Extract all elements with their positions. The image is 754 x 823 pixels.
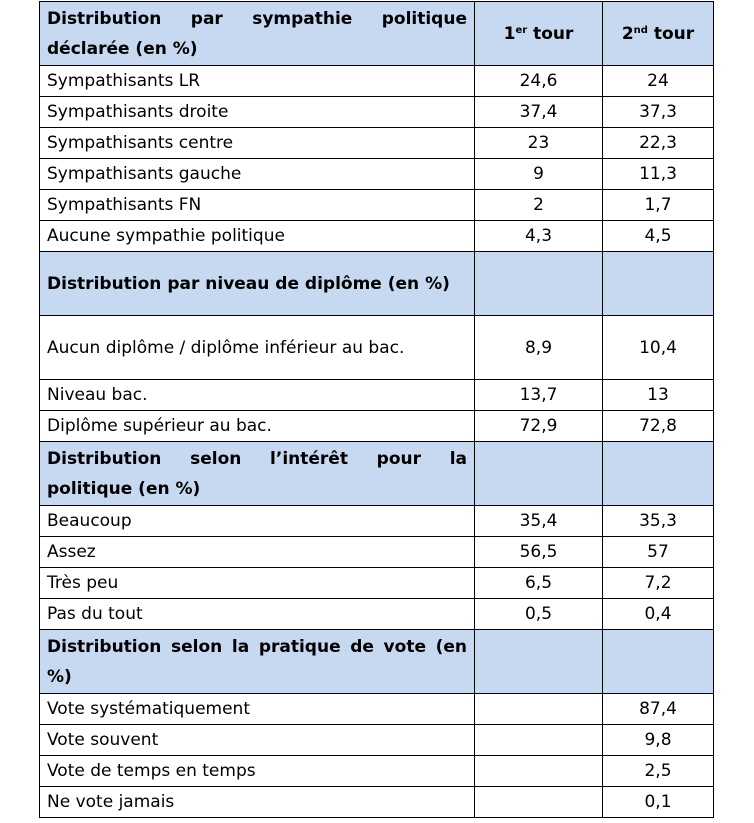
- row-label: Sympathisants FN: [40, 190, 475, 221]
- value-2nd-tour: 37,3: [603, 97, 714, 128]
- row-label: Niveau bac.: [40, 380, 475, 411]
- section-empty-cell: [603, 442, 714, 506]
- value-1er-tour: 56,5: [475, 537, 603, 568]
- row-label: Ne vote jamais: [40, 787, 475, 818]
- table-row: [40, 128, 714, 159]
- table-row: [40, 316, 714, 380]
- row-label: Beaucoup: [40, 506, 475, 537]
- table-row: [40, 787, 714, 818]
- row-label: Vote de temps en temps: [40, 756, 475, 787]
- row-label: Sympathisants gauche: [40, 159, 475, 190]
- value-1er-tour: 37,4: [475, 97, 603, 128]
- value-1er-tour: 6,5: [475, 568, 603, 599]
- value-1er-tour: 13,7: [475, 380, 603, 411]
- value-2nd-tour: 13: [603, 380, 714, 411]
- value-2nd-tour: 72,8: [603, 411, 714, 442]
- table-row: [40, 221, 714, 252]
- table-row: [40, 537, 714, 568]
- value-1er-tour: 24,6: [475, 66, 603, 97]
- table-row: [40, 506, 714, 537]
- value-2nd-tour: 0,1: [603, 787, 714, 818]
- table-row: [40, 725, 714, 756]
- table-row: [40, 190, 714, 221]
- row-label: Diplôme supérieur au bac.: [40, 411, 475, 442]
- table-row: [40, 380, 714, 411]
- value-2nd-tour: 35,3: [603, 506, 714, 537]
- distribution-table-container: [39, 1, 713, 818]
- value-2nd-tour: 1,7: [603, 190, 714, 221]
- section-title-diplome: Distribution par niveau de diplôme (en %): [40, 252, 475, 316]
- value-1er-tour: [475, 694, 603, 725]
- row-label: Aucun diplôme / diplôme inférieur au bac.: [40, 316, 475, 380]
- value-1er-tour: [475, 756, 603, 787]
- value-1er-tour: 23: [475, 128, 603, 159]
- table-row: [40, 694, 714, 725]
- row-label: Sympathisants droite: [40, 97, 475, 128]
- table-row: [40, 97, 714, 128]
- row-label: Pas du tout: [40, 599, 475, 630]
- header-row: [40, 2, 714, 66]
- section-row-diplome: [40, 252, 714, 316]
- column-header-2nd-tour: 2nd tour: [603, 2, 714, 66]
- value-1er-tour: 2: [475, 190, 603, 221]
- column-header-1er-tour: 1er tour: [475, 2, 603, 66]
- section-title-sympathie: Distribution par sympathie politique déclarée (en %): [40, 2, 475, 66]
- section-empty-cell: [603, 252, 714, 316]
- row-label: Très peu: [40, 568, 475, 599]
- section-empty-cell: [475, 630, 603, 694]
- table-row: [40, 568, 714, 599]
- row-label: Sympathisants LR: [40, 66, 475, 97]
- value-2nd-tour: 0,4: [603, 599, 714, 630]
- value-1er-tour: 35,4: [475, 506, 603, 537]
- row-label: Aucune sympathie politique: [40, 221, 475, 252]
- value-2nd-tour: 24: [603, 66, 714, 97]
- value-1er-tour: 4,3: [475, 221, 603, 252]
- section-empty-cell: [475, 252, 603, 316]
- value-2nd-tour: 22,3: [603, 128, 714, 159]
- row-label: Vote systématiquement: [40, 694, 475, 725]
- value-2nd-tour: 11,3: [603, 159, 714, 190]
- value-1er-tour: 0,5: [475, 599, 603, 630]
- distribution-table: [39, 1, 714, 818]
- value-2nd-tour: 10,4: [603, 316, 714, 380]
- value-1er-tour: 72,9: [475, 411, 603, 442]
- value-1er-tour: 9: [475, 159, 603, 190]
- value-2nd-tour: 2,5: [603, 756, 714, 787]
- value-1er-tour: [475, 787, 603, 818]
- row-label: Sympathisants centre: [40, 128, 475, 159]
- table-row: [40, 599, 714, 630]
- section-empty-cell: [603, 630, 714, 694]
- table-row: [40, 756, 714, 787]
- value-2nd-tour: 4,5: [603, 221, 714, 252]
- section-title-vote: Distribution selon la pratique de vote (en %): [40, 630, 475, 694]
- row-label: Assez: [40, 537, 475, 568]
- value-1er-tour: 8,9: [475, 316, 603, 380]
- value-2nd-tour: 9,8: [603, 725, 714, 756]
- section-row-interet: [40, 442, 714, 506]
- value-2nd-tour: 57: [603, 537, 714, 568]
- value-1er-tour: [475, 725, 603, 756]
- table-row: [40, 66, 714, 97]
- value-2nd-tour: 87,4: [603, 694, 714, 725]
- value-2nd-tour: 7,2: [603, 568, 714, 599]
- table-row: [40, 159, 714, 190]
- table-row: [40, 411, 714, 442]
- section-title-interet: Distribution selon l’intérêt pour la politique (en %): [40, 442, 475, 506]
- section-empty-cell: [475, 442, 603, 506]
- row-label: Vote souvent: [40, 725, 475, 756]
- section-row-vote: [40, 630, 714, 694]
